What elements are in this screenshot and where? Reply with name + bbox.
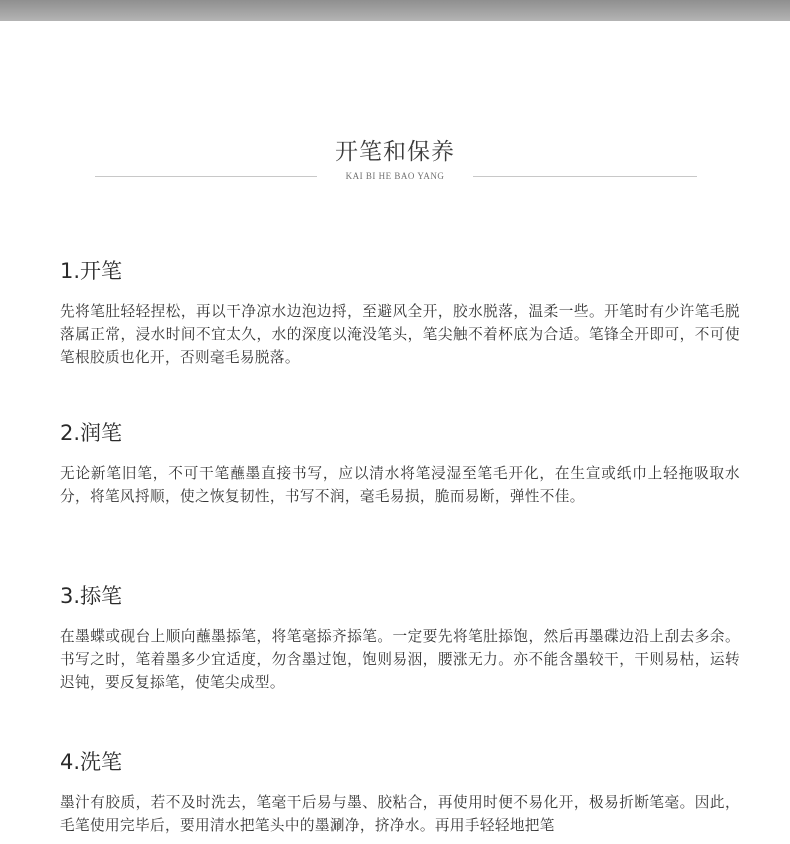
section-header xyxy=(0,136,790,196)
section-heading: 4.洗笔 xyxy=(60,750,123,774)
page-subtitle: KAI BI HE BAO YANG xyxy=(345,171,445,181)
section-body: 在墨蝶或砚台上顺向蘸墨掭笔，将笔毫掭齐掭笔。一定要先将笔肚掭饱，然后再墨碟边沿上刮去多余。书写之时，笔着墨多少宜适度，勿含墨过饱，饱则易洇，腰涨无力。亦不能含墨较干，干则易枯，运转迟钝，要反复掭笔，使笔尖成型。 xyxy=(60,628,740,691)
section-heading: 3.掭笔 xyxy=(60,584,123,608)
section-xibi xyxy=(60,749,740,837)
section-body: 无论新笔旧笔，不可干笔蘸墨直接书写，应以清水将笔浸湿至笔毛开化，在生宣或纸巾上轻拖吸取水分，将笔风捋顺，使之恢复韧性，书写不润，毫毛易损，脆而易断，弹性不佳。 xyxy=(60,465,740,505)
section-tianbi xyxy=(60,583,740,694)
header-rule-right xyxy=(473,176,697,177)
section-runbi xyxy=(60,420,740,508)
section-heading: 1.开笔 xyxy=(60,259,123,283)
section-kaibi xyxy=(60,258,740,369)
page-title: 开笔和保养 xyxy=(335,139,455,165)
top-banner-strip xyxy=(0,0,790,21)
section-heading: 2.润笔 xyxy=(60,421,123,445)
section-body: 墨汁有胶质，若不及时洗去，笔毫干后易与墨、胶粘合，再使用时便不易化开，极易折断笔毫。因此，毛笔使用完毕后，要用清水把笔头中的墨涮净，挤净水。再用手轻轻地把笔 xyxy=(60,794,740,834)
section-body: 先将笔肚轻轻捏松，再以干净凉水边泡边捋，至避风全开，胶水脱落，温柔一些。开笔时有少许笔毛脱落属正常，浸水时间不宜太久，水的深度以淹没笔头，笔尖触不着杯底为合适。笔锋全开即可，不可使笔根胶质也化开，否则毫毛易脱落。 xyxy=(60,303,740,366)
